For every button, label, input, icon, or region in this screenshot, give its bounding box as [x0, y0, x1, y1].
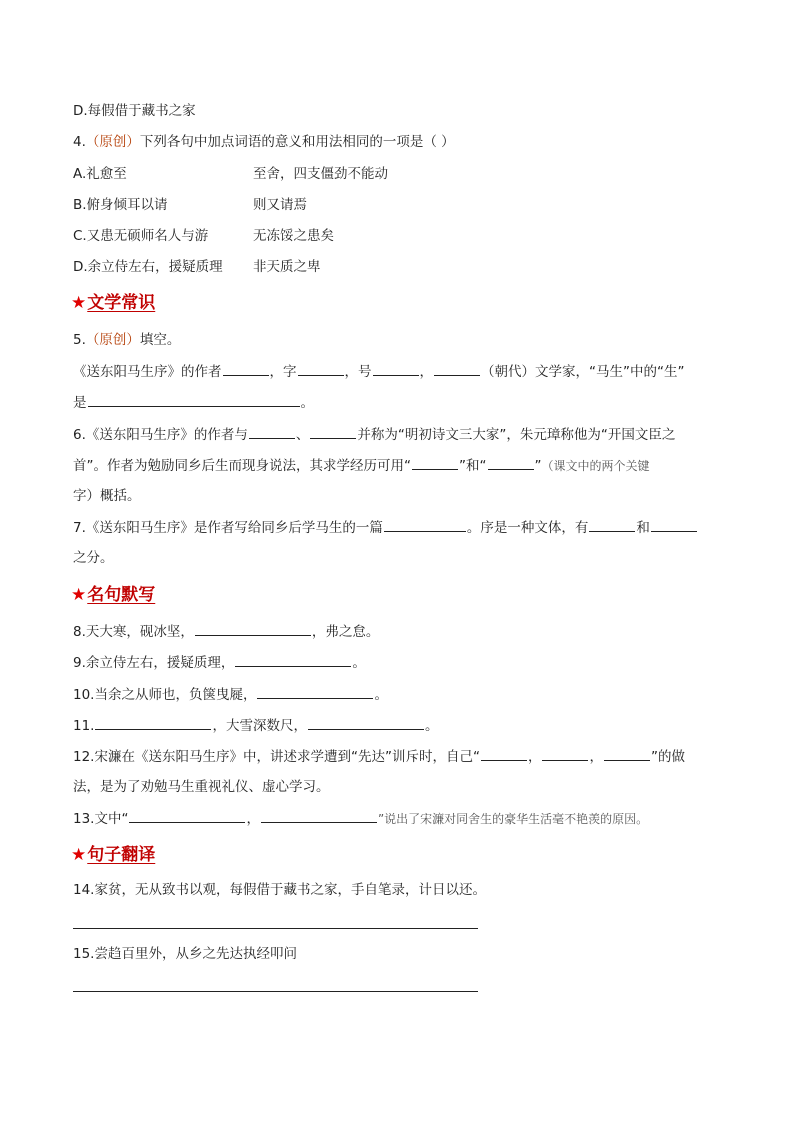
q13	[73, 808, 648, 829]
q12-text-d: ”的做	[650, 749, 685, 765]
q5-text-a: 《送东阳马生序》的作者	[73, 364, 222, 380]
q6-line3: 字）概括。	[73, 488, 141, 504]
q4-tag: （原创）	[85, 134, 140, 150]
q5-line1	[73, 361, 684, 382]
q6-text-a: 6.《送东阳马生序》的作者与	[73, 427, 248, 443]
q4-option-c-right: 无冻馁之患矣	[253, 228, 334, 244]
q5-blank-art-name[interactable]	[373, 361, 419, 376]
q6-text-c: 并称为“明初诗文三大家”，朱元璋称他为“开国文臣之	[357, 427, 676, 443]
section-heading-translation	[71, 844, 155, 866]
q4-stem	[73, 132, 455, 152]
q7-blank-2[interactable]	[589, 517, 635, 532]
q5-text-f: 是	[73, 395, 87, 411]
q7-blank-3[interactable]	[651, 517, 697, 532]
q4-option-d-right: 非天质之卑	[253, 259, 321, 275]
q12-blank-1[interactable]	[481, 746, 527, 761]
q7-line2: 之分。	[73, 550, 114, 566]
q5-text-g: 。	[300, 395, 314, 411]
star-icon: ★	[71, 293, 87, 313]
q5-blank-dynasty[interactable]	[434, 361, 480, 376]
q4-number: 4.	[73, 134, 86, 150]
q13-blank-1[interactable]	[129, 808, 245, 823]
q15-answer-line[interactable]	[73, 991, 478, 992]
q5-blank-sheng[interactable]	[88, 392, 300, 407]
q5-tag: （原创）	[85, 332, 140, 348]
q6-text-d: 首”。作者为勉励同乡后生而现身说法，其求学经历可用“	[73, 458, 411, 474]
star-icon: ★	[71, 585, 87, 605]
q9	[73, 652, 366, 673]
q7-blank-1[interactable]	[384, 517, 466, 532]
q12-text-c: ，	[589, 749, 603, 765]
q12-text-b: ，	[527, 749, 542, 765]
q3-option-d: D.每假借于藏书之家	[73, 103, 196, 119]
q12-text-a: 12.宋濂在《送东阳马生序》中，讲述求学遭到“先达”训斥时，自己“	[73, 749, 480, 765]
q6-text-b: 、	[295, 427, 310, 443]
q4-option-b	[73, 195, 673, 215]
q4-option-c-left: C.又患无硕师名人与游	[73, 228, 209, 244]
q13-blank-2[interactable]	[261, 808, 377, 823]
section-title-translation: 句子翻译	[87, 845, 156, 865]
q4-text: 下列各句中加点词语的意义和用法相同的一项是（ ）	[139, 134, 455, 150]
q11-blank-1[interactable]	[95, 715, 211, 730]
q4-option-a	[73, 164, 673, 184]
section-title-literature: 文学常识	[87, 293, 156, 313]
q5-text-e: （朝代）文学家，“马生”中的“生”	[481, 364, 685, 380]
q6-line1	[73, 424, 675, 445]
q5-blank-author[interactable]	[223, 361, 269, 376]
q4-option-c	[73, 226, 673, 246]
q4-option-a-right: 至舍，四支僵劲不能动	[253, 166, 388, 182]
q6-text-e: ”和“	[459, 458, 487, 474]
q7-text-b: 。序是一种文体，有	[466, 520, 589, 536]
q5-stem	[73, 330, 180, 350]
q9-text-a: 9.余立侍左右，援疑质理，	[73, 655, 235, 671]
q10	[73, 684, 388, 705]
q13-text-c: ”说出了宋濂对同舍生的豪华生活毫不艳羡的原因。	[377, 812, 649, 826]
q8-text-a: 8.天大寒，砚冰坚，	[73, 624, 194, 640]
section-heading-literature	[71, 292, 155, 314]
q8	[73, 621, 379, 642]
q7-text-c: 和	[636, 520, 650, 536]
q8-text-b: ，弗之怠。	[311, 624, 380, 640]
star-icon: ★	[71, 845, 87, 865]
q10-text-a: 10.当余之从师也，负箧曳屣，	[73, 687, 257, 703]
q11-text-c: 。	[424, 718, 439, 734]
q9-text-b: 。	[352, 655, 366, 671]
q6-text-f: ”	[534, 458, 542, 474]
q5-number: 5.	[73, 332, 86, 348]
q9-blank[interactable]	[235, 652, 351, 667]
q12-blank-2[interactable]	[542, 746, 588, 761]
q4-option-b-right: 则又请焉	[253, 197, 307, 213]
q7-text-a: 7.《送东阳马生序》是作者写给同乡后学马生的一篇	[73, 520, 383, 536]
q13-text-a: 13.文中“	[73, 811, 129, 827]
q11-blank-2[interactable]	[308, 715, 424, 730]
q6-line2	[73, 455, 650, 476]
q8-blank[interactable]	[195, 621, 311, 636]
q11	[73, 715, 438, 736]
q4-option-a-left: A.礼愈至	[73, 166, 127, 182]
q4-option-d-left: D.余立侍左右，援疑质理	[73, 259, 223, 275]
section-title-quotes: 名句默写	[87, 585, 156, 605]
q14-answer-line[interactable]	[73, 928, 478, 929]
q6-blank-1[interactable]	[249, 424, 295, 439]
q10-text-b: 。	[374, 687, 388, 703]
q12-line1	[73, 746, 685, 767]
q6-blank-4[interactable]	[488, 455, 534, 470]
q4-option-b-left: B.俯身倾耳以请	[73, 197, 168, 213]
q11-text-a: 11.	[73, 718, 95, 734]
q15-text: 15.尝趋百里外，从乡之先达执经叩问	[73, 946, 297, 962]
q6-blank-3[interactable]	[412, 455, 458, 470]
q13-text-b: ，	[246, 811, 260, 827]
q5-text: 填空。	[139, 332, 181, 348]
q5-text-b: ，字	[269, 364, 297, 380]
q14-text: 14.家贫，无从致书以观，每假借于藏书之家，手自笔录，计日以还。	[73, 882, 486, 898]
q6-blank-2[interactable]	[310, 424, 356, 439]
q10-blank[interactable]	[257, 684, 373, 699]
q5-text-d: ，	[419, 364, 433, 380]
q12-line2: 法，是为了劝勉马生重视礼仪、虚心学习。	[73, 779, 330, 795]
q5-text-c: ，号	[344, 364, 372, 380]
q11-text-b: ，大雪深数尺，	[212, 718, 307, 734]
section-heading-quotes	[71, 584, 155, 606]
q5-blank-courtesy-name[interactable]	[298, 361, 344, 376]
q5-line2	[73, 392, 314, 413]
q12-blank-3[interactable]	[604, 746, 650, 761]
q7-line1	[73, 517, 698, 538]
q6-note: （课文中的两个关键	[541, 459, 650, 473]
q4-option-d	[73, 257, 673, 277]
